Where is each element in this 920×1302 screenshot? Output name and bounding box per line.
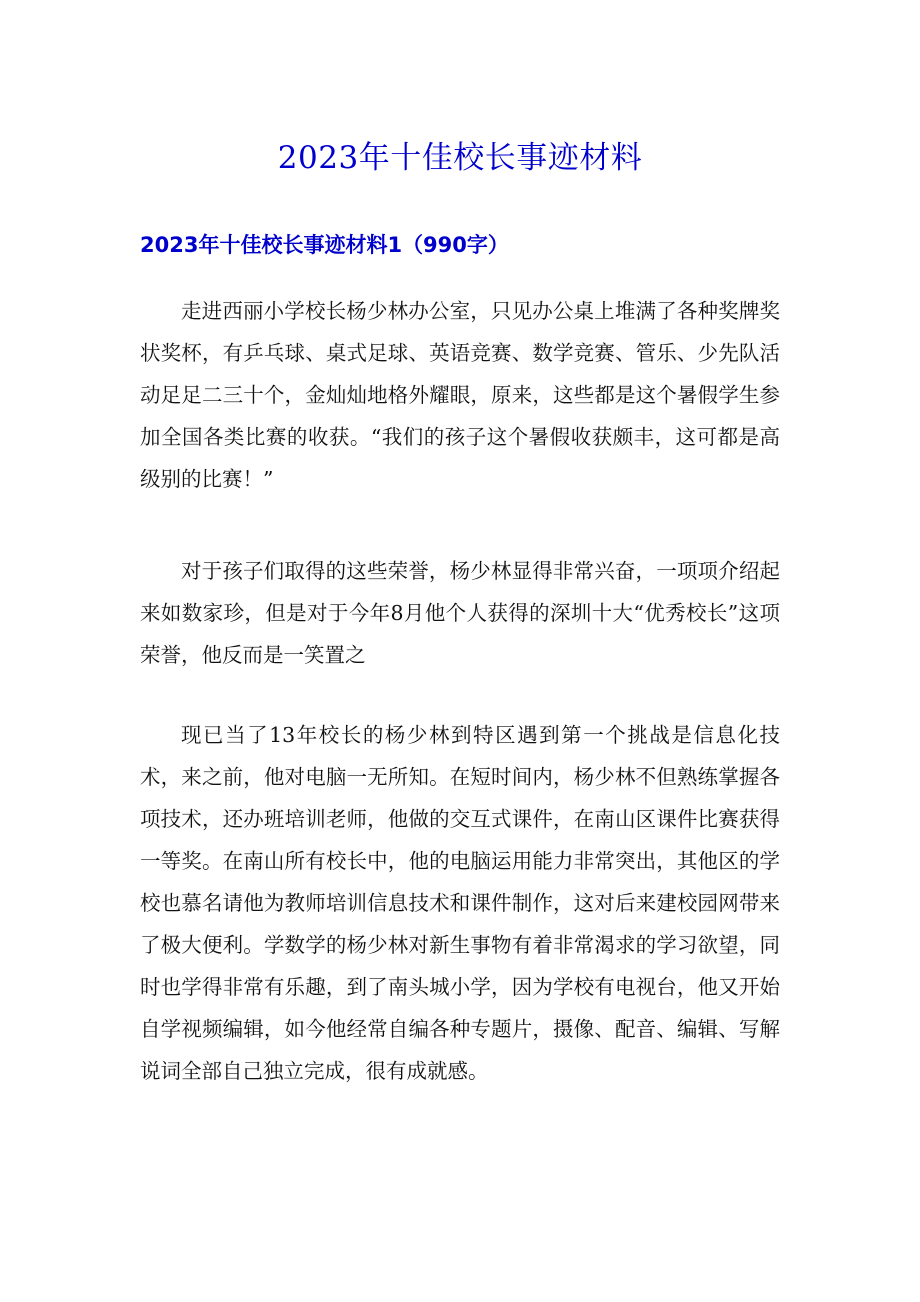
document-title: 2023年十佳校长事迹材料 xyxy=(277,140,643,176)
body-paragraph-1: 走进西丽小学校长杨少林办公室，只见办公桌上堆满了各种奖牌奖状奖杯，有乒乓球、桌式足球、英语竞赛、数学竞赛、管乐、少先队活动足足二三十个，金灿灿地格外耀眼，原来，这些都是这个暑假学生参加全国各类比赛的收获。“我们的孩子这个暑假收获颇丰，这可都是高级别的比赛！” xyxy=(140,299,780,491)
section-heading: 2023年十佳校长事迹材料1（990字） xyxy=(140,233,509,257)
body-paragraph-3: 现已当了13年校长的杨少林到特区遇到第一个挑战是信息化技术，来之前，他对电脑一无所知。在短时间内，杨少林不但熟练掌握各项技术，还办班培训老师，他做的交互式课件，在南山区课件比赛获得一等奖。在南山所有校长中，他的电脑运用能力非常突出，其他区的学校也慕名请他为教师培训信息技术和课件制作，这对后来建校园网带来了极大便利。学数学的杨少林对新生事物有着非常渴求的学习欲望，同时也学得非常有乐趣，到了南头城小学，因为学校有电视台，他又开始自学视频编辑，如今他经常自编各种专题片，摄像、配音、编辑、写解说词全部自己独立完成，很有成就感。 xyxy=(140,723,780,1083)
body-paragraph-2: 对于孩子们取得的这些荣誉，杨少林显得非常兴奋，一项项介绍起来如数家珍，但是对于今年8月他个人获得的深圳十大“优秀校长”这项荣誉，他反而是一笑置之 xyxy=(140,559,780,667)
